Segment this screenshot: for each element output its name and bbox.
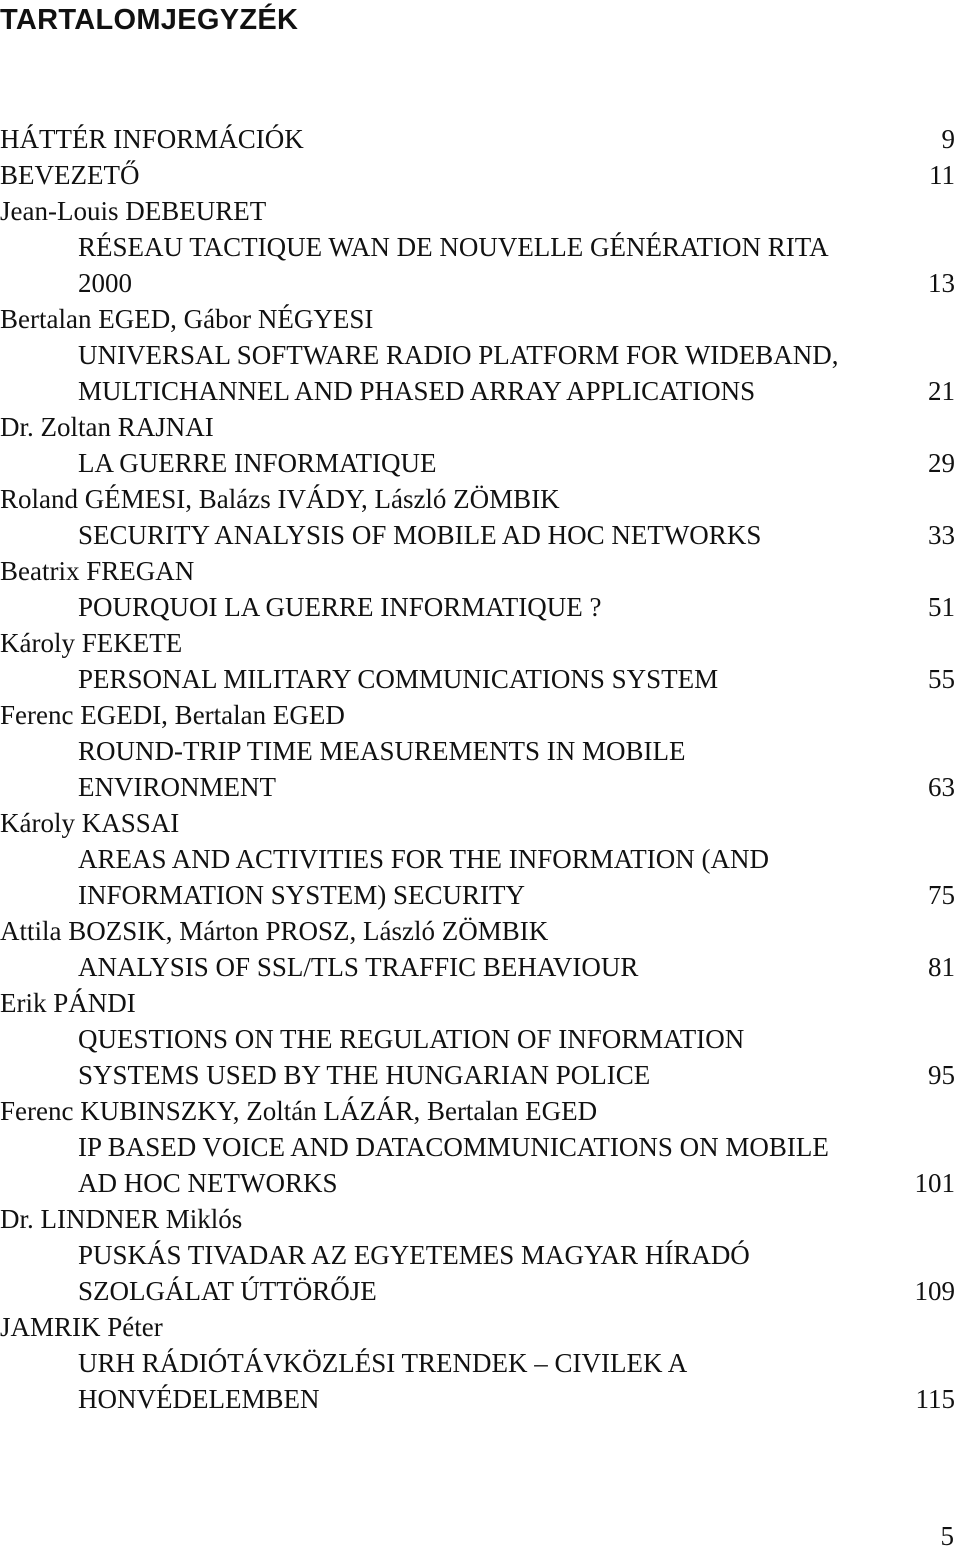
toc-line-text: QUESTIONS ON THE REGULATION OF INFORMATION [78, 1024, 745, 1054]
toc-entry-title-line [0, 1381, 955, 1417]
toc-page-number: 9 [941, 124, 955, 154]
toc-page-number: 81 [928, 952, 955, 982]
page-title: TARTALOMJEGYZÉK [0, 4, 299, 36]
toc-page-number: 13 [928, 268, 955, 298]
toc-line-text: 2000 [78, 268, 132, 298]
toc-line-text: PUSKÁS TIVADAR AZ EGYETEMES MAGYAR HÍRADÓ [78, 1240, 750, 1270]
toc-entry-title-line [0, 877, 955, 913]
toc-line-text: AREAS AND ACTIVITIES FOR THE INFORMATION (AND [78, 844, 770, 874]
toc-line-text: Ferenc EGEDI, Bertalan EGED [0, 700, 345, 730]
toc-line-text: POURQUOI LA GUERRE INFORMATIQUE ? [78, 592, 602, 622]
toc-line-text: Beatrix FREGAN [0, 556, 195, 586]
toc-line-text: Dr. LINDNER Miklós [0, 1204, 243, 1234]
toc-entry-author-line [0, 301, 955, 337]
toc-page-number: 11 [929, 160, 955, 190]
toc-entry-title-line [0, 373, 955, 409]
toc-entry-author-line [0, 697, 955, 733]
toc-entry-title-line [0, 1129, 955, 1165]
toc-line-text: Károly FEKETE [0, 628, 183, 658]
toc-line-text: SZOLGÁLAT ÚTTÖRŐJE [78, 1276, 377, 1306]
toc-entry-title-line [0, 733, 955, 769]
toc-entry-title-line [0, 769, 955, 805]
toc-line-text: ENVIRONMENT [78, 772, 276, 802]
toc-entry-author-line [0, 193, 955, 229]
toc-page-number: 29 [928, 448, 955, 478]
toc-page-number: 75 [928, 880, 955, 910]
toc-entry-title-line [0, 265, 955, 301]
toc-entry-title-line [0, 1345, 955, 1381]
toc-entry-title-line [0, 949, 955, 985]
toc-line-text: INFORMATION SYSTEM) SECURITY [78, 880, 526, 910]
toc-entry-author-line [0, 481, 955, 517]
toc-line-text: RÉSEAU TACTIQUE WAN DE NOUVELLE GÉNÉRATION RITA [78, 232, 829, 262]
toc-line-text: Attila BOZSIK, Márton PROSZ, László ZÖMBIK [0, 916, 549, 946]
toc-entry-title-line [0, 517, 955, 553]
toc-line-text: MULTICHANNEL AND PHASED ARRAY APPLICATIONS [78, 376, 756, 406]
toc-entry-author-line [0, 157, 955, 193]
table-of-contents [0, 121, 955, 1417]
toc-entry-title-line [0, 1273, 955, 1309]
toc-entry-author-line [0, 1201, 955, 1237]
toc-line-text: Roland GÉMESI, Balázs IVÁDY, László ZÖMBIK [0, 484, 560, 514]
toc-line-text: UNIVERSAL SOFTWARE RADIO PLATFORM FOR WIDEBAND, [78, 340, 839, 370]
toc-page-number: 63 [928, 772, 955, 802]
toc-line-text: LA GUERRE INFORMATIQUE [78, 448, 437, 478]
toc-entry-title-line [0, 661, 955, 697]
toc-entry-title-line [0, 1057, 955, 1093]
toc-line-text: Erik PÁNDI [0, 988, 136, 1018]
toc-entry-title-line [0, 1021, 955, 1057]
toc-entry-author-line [0, 1093, 955, 1129]
toc-line-text: ANALYSIS OF SSL/TLS TRAFFIC BEHAVIOUR [78, 952, 639, 982]
toc-entry-author-line [0, 625, 955, 661]
toc-page-number: 51 [928, 592, 955, 622]
toc-line-text: Ferenc KUBINSZKY, Zoltán LÁZÁR, Bertalan EGED [0, 1096, 598, 1126]
toc-line-text: ROUND-TRIP TIME MEASUREMENTS IN MOBILE [78, 736, 686, 766]
toc-entry-title-line [0, 445, 955, 481]
toc-line-text: BEVEZETŐ [0, 160, 140, 190]
toc-entry-title-line [0, 1165, 955, 1201]
toc-line-text: JAMRIK Péter [0, 1312, 163, 1342]
toc-line-text: IP BASED VOICE AND DATACOMMUNICATIONS ON MOBILE [78, 1132, 829, 1162]
toc-entry-title-line [0, 229, 955, 265]
toc-page-number: 115 [915, 1384, 955, 1414]
toc-entry-author-line [0, 985, 955, 1021]
toc-line-text: SECURITY ANALYSIS OF MOBILE AD HOC NETWORKS [78, 520, 762, 550]
toc-entry-title-line [0, 589, 955, 625]
toc-entry-author-line [0, 409, 955, 445]
toc-page-number: 95 [928, 1060, 955, 1090]
toc-line-text: HÁTTÉR INFORMÁCIÓK [0, 124, 304, 154]
toc-entry-author-line [0, 1309, 955, 1345]
toc-line-text: PERSONAL MILITARY COMMUNICATIONS SYSTEM [78, 664, 719, 694]
toc-line-text: Bertalan EGED, Gábor NÉGYESI [0, 304, 374, 334]
toc-page-number: 109 [914, 1276, 955, 1306]
toc-entry-author-line [0, 805, 955, 841]
toc-entry-title-line [0, 1237, 955, 1273]
toc-line-text: Jean-Louis DEBEURET [0, 196, 267, 226]
toc-page-number: 55 [928, 664, 955, 694]
toc-line-text: Károly KASSAI [0, 808, 180, 838]
toc-entry-author-line [0, 553, 955, 589]
toc-line-text: HONVÉDELEMBEN [78, 1384, 320, 1414]
toc-entry-author-line [0, 121, 955, 157]
toc-page-number: 33 [928, 520, 955, 550]
toc-page-number: 101 [914, 1168, 955, 1198]
toc-page-number: 21 [928, 376, 955, 406]
toc-line-text: Dr. Zoltan RAJNAI [0, 412, 214, 442]
toc-entry-author-line [0, 913, 955, 949]
page-number: 5 [940, 1521, 954, 1551]
toc-entry-title-line [0, 337, 955, 373]
toc-entry-title-line [0, 841, 955, 877]
toc-line-text: AD HOC NETWORKS [78, 1168, 338, 1198]
toc-line-text: SYSTEMS USED BY THE HUNGARIAN POLICE [78, 1060, 651, 1090]
toc-line-text: URH RÁDIÓTÁVKÖZLÉSI TRENDEK – CIVILEK A [78, 1348, 688, 1378]
